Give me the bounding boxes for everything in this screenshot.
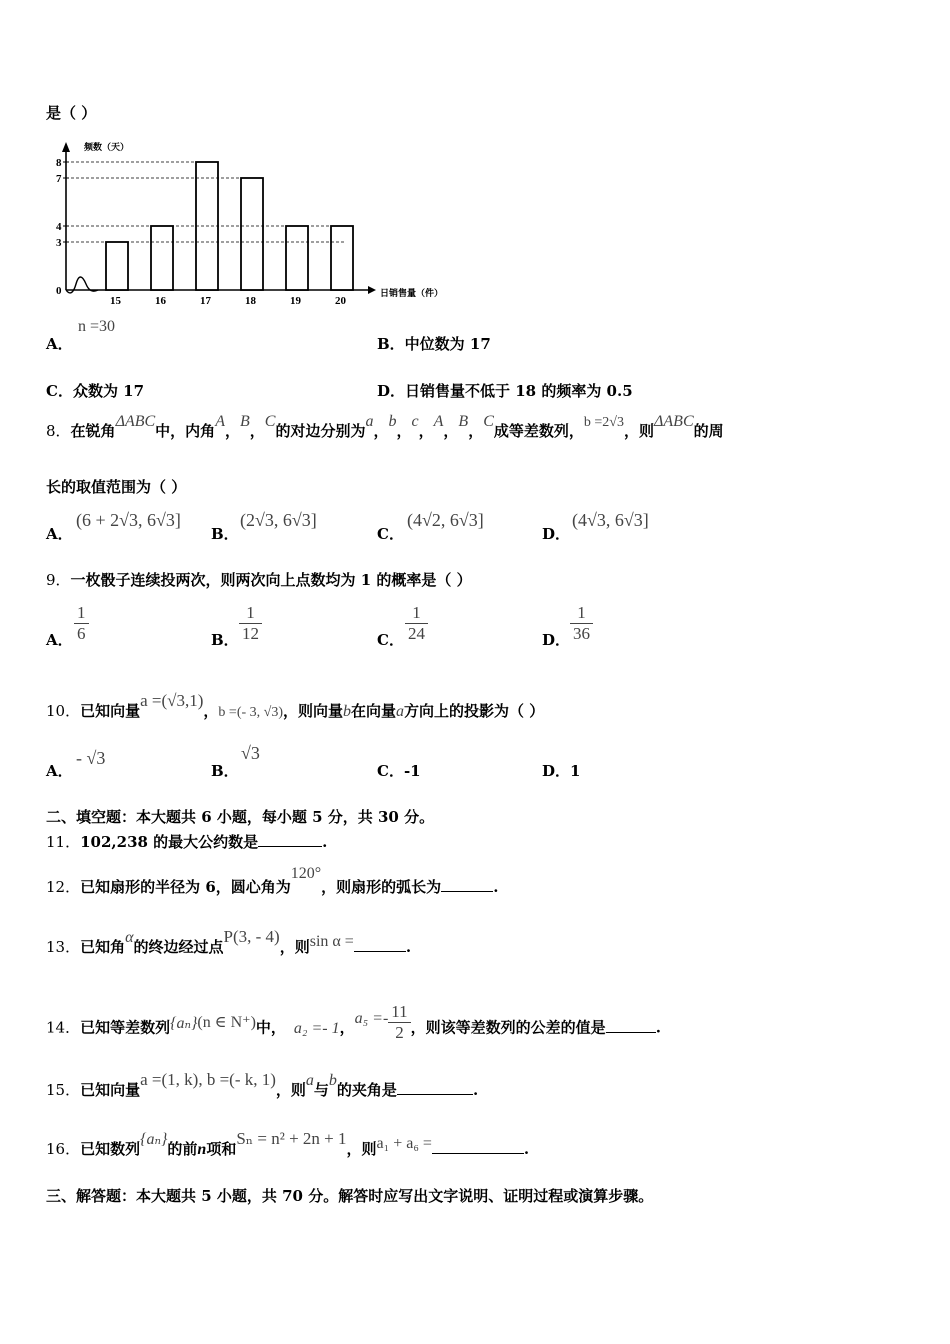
q7-option-a-math: n =30 xyxy=(78,318,116,335)
q8-text-3: 的对边分别为 xyxy=(275,422,366,440)
q14-comma: ， xyxy=(339,1018,355,1037)
q7-bar-chart xyxy=(46,138,446,318)
q16-text-1: 已知数列 xyxy=(80,1140,141,1158)
q8-side-c: c xyxy=(411,413,419,430)
q9-option-b-label: B． xyxy=(211,631,239,649)
q11-end: . xyxy=(322,833,328,851)
q16-text-4: ，则 xyxy=(346,1140,377,1158)
q14-fraction xyxy=(388,1002,410,1043)
fraction-denominator: 6 xyxy=(74,623,89,644)
q9-option-b-fraction xyxy=(239,603,262,644)
q11-blank xyxy=(258,832,322,847)
q13-text-2: 的终边经过点 xyxy=(133,938,224,956)
q8-side-b: b xyxy=(388,413,397,430)
q10-option-b: √3 xyxy=(241,743,260,763)
q14-frac-num: 11 xyxy=(391,1002,408,1021)
q8-option-c-label: C． xyxy=(377,525,404,543)
y-tick-label: 8 xyxy=(56,157,62,169)
q7-option-d: D．日销售量不低于 18 的频率为 0.5 xyxy=(377,382,633,400)
x-tick-label: 19 xyxy=(290,295,301,307)
fraction-numerator: 1 xyxy=(412,603,421,622)
q15 xyxy=(46,1070,479,1100)
q10-sep: ， xyxy=(203,702,219,720)
q12-end: . xyxy=(493,878,499,896)
q14-a5: a₅ =- xyxy=(354,1009,389,1027)
q8-option-b: (2√3, 6√3] xyxy=(240,510,317,530)
q9-option-a-fraction xyxy=(74,603,89,644)
q12-number: 12． xyxy=(46,878,81,896)
q10-a: a xyxy=(396,703,405,720)
q15-text-2: ，则 xyxy=(275,1081,306,1099)
q14 xyxy=(46,1002,661,1049)
q10-vector-b: b =(- 3, √3) xyxy=(218,705,283,720)
section-2-heading: 二、填空题：本大题共 6 小题，每小题 5 分，共 30 分。 xyxy=(46,808,435,826)
fraction-numerator: 1 xyxy=(246,603,255,622)
q10-option-a: - √3 xyxy=(76,748,106,768)
q8-option-b-label: B． xyxy=(211,525,239,543)
q16-text-2: 的前 xyxy=(167,1140,198,1158)
bar-16 xyxy=(151,226,173,290)
q9-option-d-label: D． xyxy=(542,631,571,649)
q9-option-d-fraction xyxy=(570,603,593,644)
q15-b: b xyxy=(328,1072,337,1089)
fraction-numerator: 1 xyxy=(577,603,586,622)
q14-frac-den: 2 xyxy=(388,1022,410,1043)
q13-text-1: 已知角 xyxy=(80,938,126,956)
q7-option-a-label: A． xyxy=(46,335,73,353)
q8-angle-c: C xyxy=(264,413,276,430)
q13-number: 13． xyxy=(46,938,81,956)
q13-text-3: ，则 xyxy=(279,938,310,956)
q13 xyxy=(46,927,412,957)
q8-text-1: 在锐角 xyxy=(70,422,116,440)
q16-end: . xyxy=(523,1140,530,1158)
q7-stem-tail: 是（ ） xyxy=(46,104,97,122)
q15-blank xyxy=(397,1080,473,1095)
q9-option-a-label: A． xyxy=(46,631,73,649)
q8-triangle: ΔABC xyxy=(115,413,156,430)
fraction-numerator: 1 xyxy=(77,603,86,622)
q8-angle-a: A xyxy=(215,413,225,430)
q9-option-c-label: C． xyxy=(377,631,404,649)
bar-18 xyxy=(241,178,263,290)
q8-text-5: ，则 xyxy=(624,422,655,440)
x-tick-label: 18 xyxy=(245,295,256,307)
q14-number: 14． xyxy=(46,1018,81,1037)
q14-domain: (n ∈ N⁺) xyxy=(197,1013,256,1031)
origin-label: 0 xyxy=(56,285,62,297)
q11-number: 11． xyxy=(46,833,81,851)
x-tick-label: 20 xyxy=(335,295,346,307)
q8-stem-line2: 长的取值范围为（ ） xyxy=(46,478,187,496)
q8-text-2: 中，内角 xyxy=(155,422,216,440)
q10-vector-a: a =(√3,1) xyxy=(140,691,204,710)
q7-option-a xyxy=(46,333,73,354)
x-tick-label: 16 xyxy=(155,295,166,307)
q8-side-a: a xyxy=(365,413,374,430)
q10-option-b-label: B． xyxy=(211,762,239,780)
x-axis-arrow xyxy=(368,286,376,294)
q8-option-c: (4√2, 6√3] xyxy=(407,510,484,530)
q15-a: a xyxy=(305,1072,314,1089)
q11 xyxy=(46,831,327,852)
q7-option-b: B．中位数为 17 xyxy=(377,335,491,353)
q14-text-2: 中， xyxy=(255,1018,286,1037)
q10-b: b xyxy=(343,703,352,720)
q10-option-d: D．1 xyxy=(542,762,581,780)
q12-angle: 120° xyxy=(290,865,322,882)
q16-expression: a₁ + a₆ = xyxy=(376,1135,432,1152)
q16-sum: Sₙ = n² + 2n + 1 xyxy=(236,1129,347,1148)
q12-blank xyxy=(441,877,493,892)
q10-number: 10． xyxy=(46,702,81,720)
q13-point: P(3, - 4) xyxy=(223,927,280,946)
q15-vectors: a =(1, k), b =(- k, 1) xyxy=(140,1070,276,1089)
q13-alpha: α xyxy=(125,929,134,946)
x-tick-label: 15 xyxy=(110,295,121,307)
q14-blank xyxy=(606,1018,656,1033)
q15-end: . xyxy=(472,1081,479,1099)
q16-text-3: 项和 xyxy=(206,1140,237,1158)
y-tick-label: 4 xyxy=(56,221,62,233)
q8-option-a: (6 + 2√3, 6√3] xyxy=(76,510,181,530)
q9-text: 一枚骰子连续投两次，则两次向上点数均为 1 的概率是（ ） xyxy=(70,571,472,589)
q8-angle-b2: B xyxy=(458,413,469,430)
q8-option-d-label: D． xyxy=(542,525,571,543)
q15-number: 15． xyxy=(46,1081,81,1099)
fraction-denominator: 24 xyxy=(405,623,428,644)
q14-text-1: 已知等差数列 xyxy=(80,1018,171,1037)
q16-n: n xyxy=(197,1141,207,1158)
q9-number: 9． xyxy=(46,571,71,589)
q16-number: 16． xyxy=(46,1140,81,1158)
q7-option-c: C．众数为 17 xyxy=(46,382,145,400)
q10-text-1: 已知向量 xyxy=(80,702,141,720)
q9-option-c-fraction xyxy=(405,603,428,644)
q8-angle-a2: A xyxy=(433,413,444,430)
q8-option-d: (4√3, 6√3] xyxy=(572,510,649,530)
q8-text-4: 成等差数列， xyxy=(493,422,584,440)
q12-text-1: 已知扇形的半径为 6，圆心角为 xyxy=(80,878,291,896)
q8-stem: 8．在锐角ΔABC中，内角A，B，C的对边分别为a，b，c，A，B，C成等差数列，b =2√3，则ΔABC的周 xyxy=(46,413,724,440)
q10-text-2: ，则向量 xyxy=(283,702,344,720)
q12 xyxy=(46,865,499,897)
q8-option-a-label: A． xyxy=(46,525,73,543)
y-tick-label: 3 xyxy=(56,237,62,249)
q16-blank xyxy=(432,1139,524,1154)
q14-a2: a₂ =- 1 xyxy=(293,1019,340,1037)
y-axis-arrow xyxy=(62,142,70,152)
q15-text-3: 与 xyxy=(313,1081,329,1099)
q8-angle-c2: C xyxy=(483,413,494,430)
q15-text-1: 已知向量 xyxy=(80,1081,141,1099)
x-tick-label: 17 xyxy=(200,295,211,307)
q11-text: 102,238 的最大公约数是 xyxy=(80,833,259,851)
q10-text-4: 方向上的投影为（ ） xyxy=(404,702,545,720)
section-3-heading: 三、解答题：本大题共 5 小题，共 70 分。解答时应写出文字说明、证明过程或演算步骤。 xyxy=(46,1187,654,1205)
q8-angle-b: B xyxy=(239,413,250,430)
q15-text-4: 的夹角是 xyxy=(336,1081,397,1099)
q8-condition: b =2√3 xyxy=(583,415,624,430)
q13-expression: sin α = xyxy=(309,933,354,950)
q12-text-2: ，则扇形的弧长为 xyxy=(321,878,442,896)
q16 xyxy=(46,1129,530,1159)
q8-triangle-2: ΔABC xyxy=(654,413,694,430)
fraction-denominator: 12 xyxy=(239,623,262,644)
q10-option-c: C．-1 xyxy=(377,762,421,780)
q14-text-3: ，则该等差数列的公差的值是 xyxy=(410,1018,606,1037)
y-tick-label: 7 xyxy=(56,173,62,185)
q16-sequence: {aₙ} xyxy=(140,1131,168,1148)
q9-stem xyxy=(46,569,472,590)
q10-text-3: 在向量 xyxy=(351,702,397,720)
bar-19 xyxy=(286,226,308,290)
q8-text-6: 的周 xyxy=(693,422,724,440)
q10-stem xyxy=(46,691,545,721)
y-axis-label: 频数（天） xyxy=(84,142,130,152)
q8-number: 8． xyxy=(46,422,71,440)
q13-end: . xyxy=(405,938,412,956)
q14-sequence: {aₙ} xyxy=(170,1014,198,1032)
q13-blank xyxy=(354,937,406,952)
fraction-denominator: 36 xyxy=(570,623,593,644)
q10-option-a-label: A． xyxy=(46,762,73,780)
q14-end: . xyxy=(655,1018,661,1037)
x-axis-label: 日销售量（件） xyxy=(380,288,444,298)
bar-15 xyxy=(106,242,128,290)
bar-20 xyxy=(331,226,353,290)
